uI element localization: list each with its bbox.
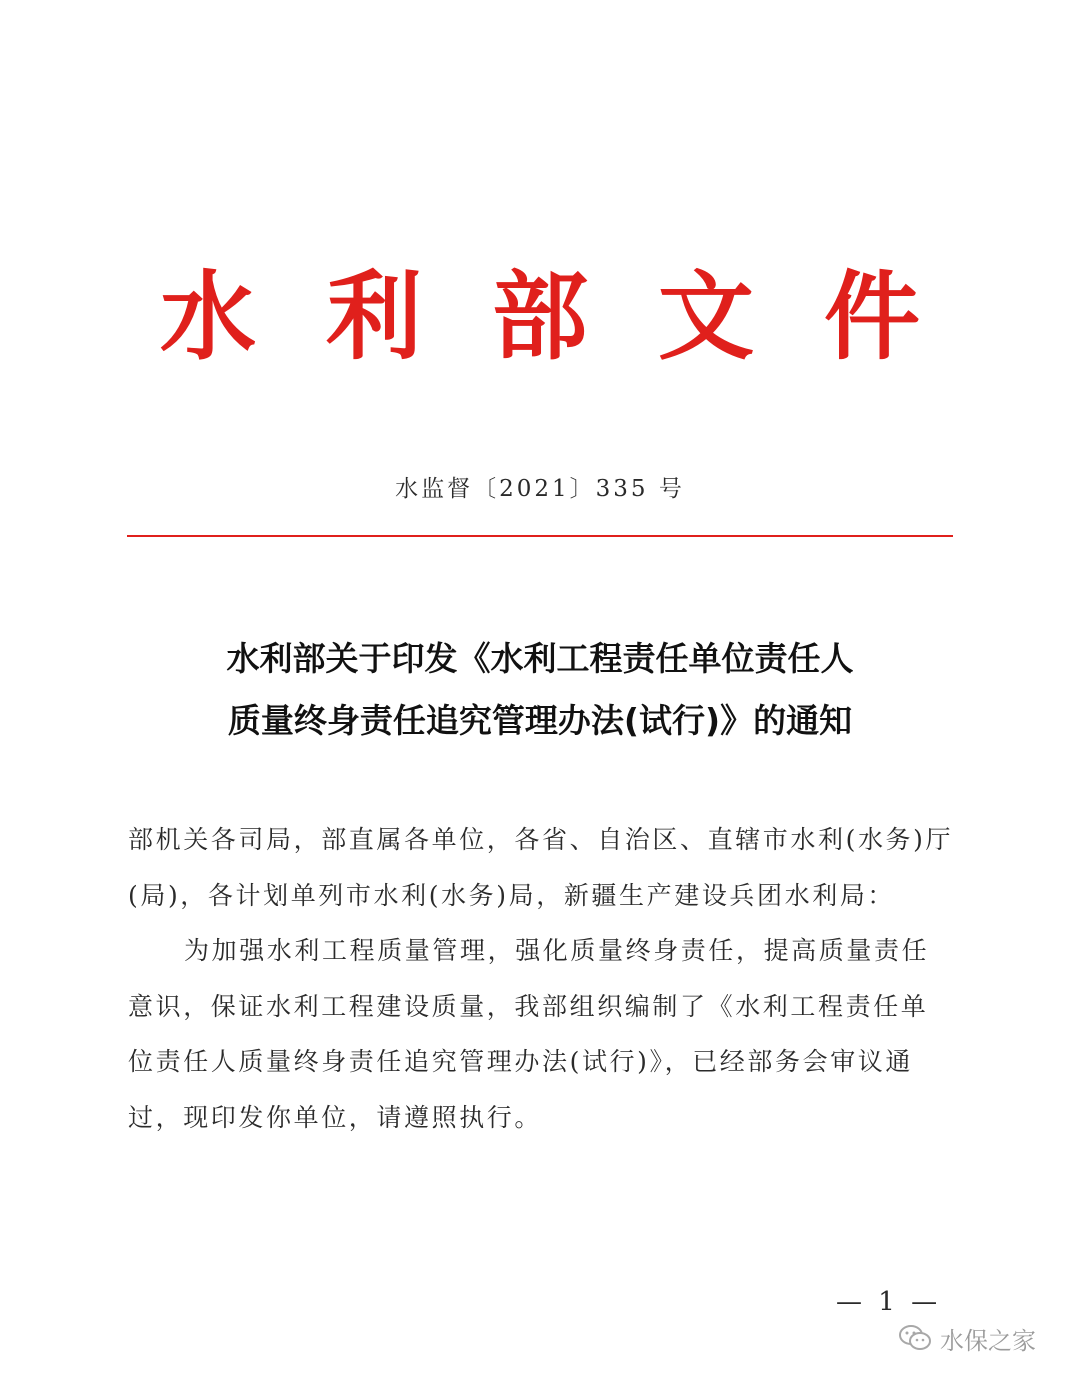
wechat-icon: [898, 1323, 932, 1353]
document-number: 水监督〔2021〕335 号: [395, 476, 685, 502]
body-line: 为加强水利工程质量管理，强化质量终身责任，提高质量责任: [184, 936, 930, 965]
body-line: (局)，各计划单列市水利(水务)局，新疆生产建设兵团水利局：: [128, 880, 896, 910]
masthead-char: 水: [160, 260, 256, 373]
masthead-char: 部: [492, 260, 588, 373]
masthead: [160, 262, 920, 372]
body-text: [128, 812, 954, 1145]
watermark-label: 水保之家: [940, 1326, 1036, 1355]
body-line: 过，现印发你单位，请遵照执行。: [128, 1102, 543, 1132]
masthead-char: 利: [326, 260, 422, 373]
masthead-char: 文: [658, 260, 754, 373]
watermark: [898, 1318, 1036, 1358]
page-number: — 1 —: [836, 1287, 942, 1317]
title-line: 水利部关于印发《水利工程责任单位责任人: [226, 639, 854, 678]
masthead-char: 件: [824, 260, 920, 373]
body-line: 位责任人质量终身责任追究管理办法(试行)》，已经部务会审议通: [128, 1047, 914, 1076]
body-line: 部机关各司局，部直属各单位，各省、自治区、直辖市水利(水务)厅: [128, 825, 954, 854]
body-line: 意识，保证水利工程建设质量，我部组织编制了《水利工程责任单: [128, 991, 929, 1021]
title-line: 质量终身责任追究管理办法(试行)》的通知: [227, 701, 853, 740]
red-divider: [127, 535, 953, 537]
document-title: [100, 628, 980, 752]
